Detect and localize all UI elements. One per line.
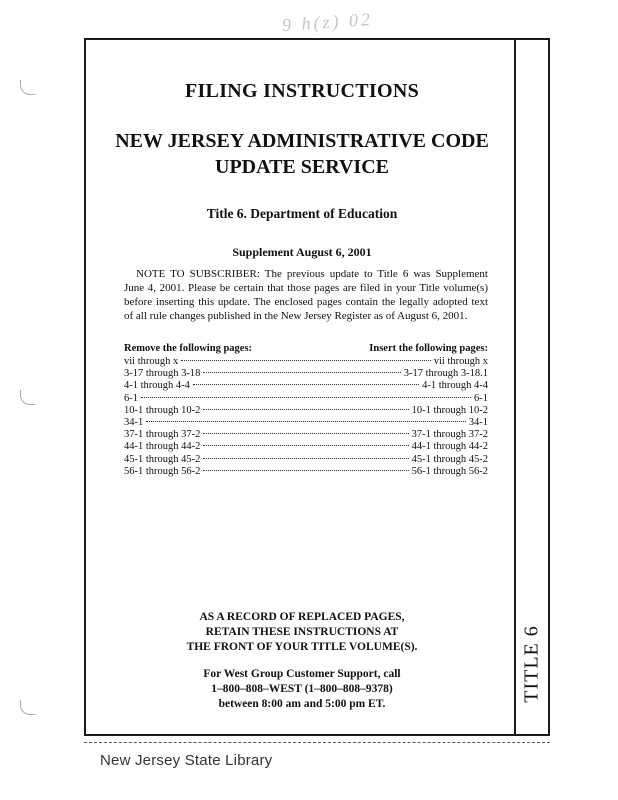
- page-row: [124, 368, 488, 380]
- supplement-date: Supplement August 6, 2001: [232, 245, 372, 259]
- insert-pages: 34-1: [468, 416, 488, 428]
- title-line: Title 6. Department of Education: [206, 206, 398, 221]
- page-row: [124, 405, 488, 417]
- page-row: [124, 429, 488, 441]
- dot-leader: [146, 421, 466, 422]
- punch-hole-mark-bottom: [20, 700, 35, 715]
- insert-pages: vii through x: [433, 356, 488, 367]
- remove-pages: 45-1 through 45-2: [124, 453, 201, 465]
- dot-leader: [203, 409, 408, 410]
- spine-tab: [514, 40, 548, 734]
- insert-pages: 44-1 through 44-2: [411, 441, 488, 453]
- code-title: [88, 128, 516, 180]
- page-list-header: [124, 342, 488, 356]
- dot-leader: [203, 372, 400, 373]
- main-title: FILING INSTRUCTIONS: [184, 80, 420, 102]
- remove-pages: 4-1 through 4-4: [124, 380, 190, 392]
- remove-header: Remove the following pages:: [124, 343, 253, 354]
- customer-support: [88, 667, 516, 712]
- dot-leader: [193, 384, 419, 385]
- page-row: [124, 417, 488, 429]
- dot-leader: [203, 445, 408, 446]
- page-row: [124, 356, 488, 368]
- remove-pages: 34-1: [124, 416, 144, 428]
- support-phone: 1–800–808–WEST (1–800–808–9378): [211, 683, 393, 695]
- insert-pages: 56-1 through 56-2: [411, 465, 488, 477]
- handwritten-date-note: 9 h(z) 02: [281, 8, 374, 36]
- record-line-3: THE FRONT OF YOUR TITLE VOLUME(S).: [186, 641, 418, 653]
- insert-pages: 45-1 through 45-2: [411, 453, 488, 465]
- dot-leader: [203, 433, 408, 434]
- dot-leader: [203, 470, 408, 471]
- code-title-line-2: UPDATE SERVICE: [215, 156, 389, 178]
- insert-pages: 37-1 through 37-2: [411, 429, 488, 441]
- remove-pages: 44-1 through 44-2: [124, 441, 201, 453]
- record-line-1: AS A RECORD OF REPLACED PAGES,: [199, 611, 405, 623]
- bottom-rule: [84, 742, 550, 743]
- remove-pages: 6-1: [124, 392, 138, 404]
- record-line-2: RETAIN THESE INSTRUCTIONS AT: [205, 626, 399, 638]
- remove-pages: 37-1 through 37-2: [124, 429, 201, 441]
- support-line-1: For West Group Customer Support, call: [203, 668, 401, 680]
- remove-pages: 56-1 through 56-2: [124, 465, 201, 477]
- dot-leader: [141, 397, 471, 398]
- remove-pages: vii through x: [124, 356, 179, 367]
- page-replacement-list: [124, 342, 488, 478]
- insert-pages: 4-1 through 4-4: [422, 380, 488, 392]
- remove-pages: 10-1 through 10-2: [124, 404, 201, 416]
- document-frame: [84, 38, 550, 736]
- spine-label: TITLE 6: [520, 625, 543, 703]
- page-row: [124, 441, 488, 453]
- library-stamp: New Jersey State Library: [100, 752, 273, 769]
- dot-leader: [181, 360, 431, 361]
- punch-hole-mark-top: [20, 80, 35, 95]
- page-row: [124, 380, 488, 392]
- page-row: [124, 393, 488, 405]
- subscriber-note: NOTE TO SUBSCRIBER: The previous update to Title 6 was Supplement June 4, 2001. Please be certain that those pages are filed in your Title volume(s) before inserting this update. The enclosed pages contain the legally adopted text of all rule changes published in the New Jersey Register as of August 6, 2001.: [124, 268, 488, 322]
- support-hours: between 8:00 am and 5:00 pm ET.: [218, 698, 386, 710]
- insert-header: Insert the following pages:: [369, 343, 488, 354]
- insert-pages: 10-1 through 10-2: [411, 404, 488, 416]
- page-row: [124, 466, 488, 478]
- insert-pages: 6-1: [474, 392, 488, 404]
- insert-pages: 3-17 through 3-18.1: [403, 368, 488, 380]
- remove-pages: 3-17 through 3-18: [124, 368, 201, 380]
- dot-leader: [203, 458, 408, 459]
- page-row: [124, 454, 488, 466]
- record-instructions: [88, 610, 516, 655]
- code-title-line-1: NEW JERSEY ADMINISTRATIVE CODE: [115, 130, 489, 152]
- punch-hole-mark-middle: [20, 390, 35, 405]
